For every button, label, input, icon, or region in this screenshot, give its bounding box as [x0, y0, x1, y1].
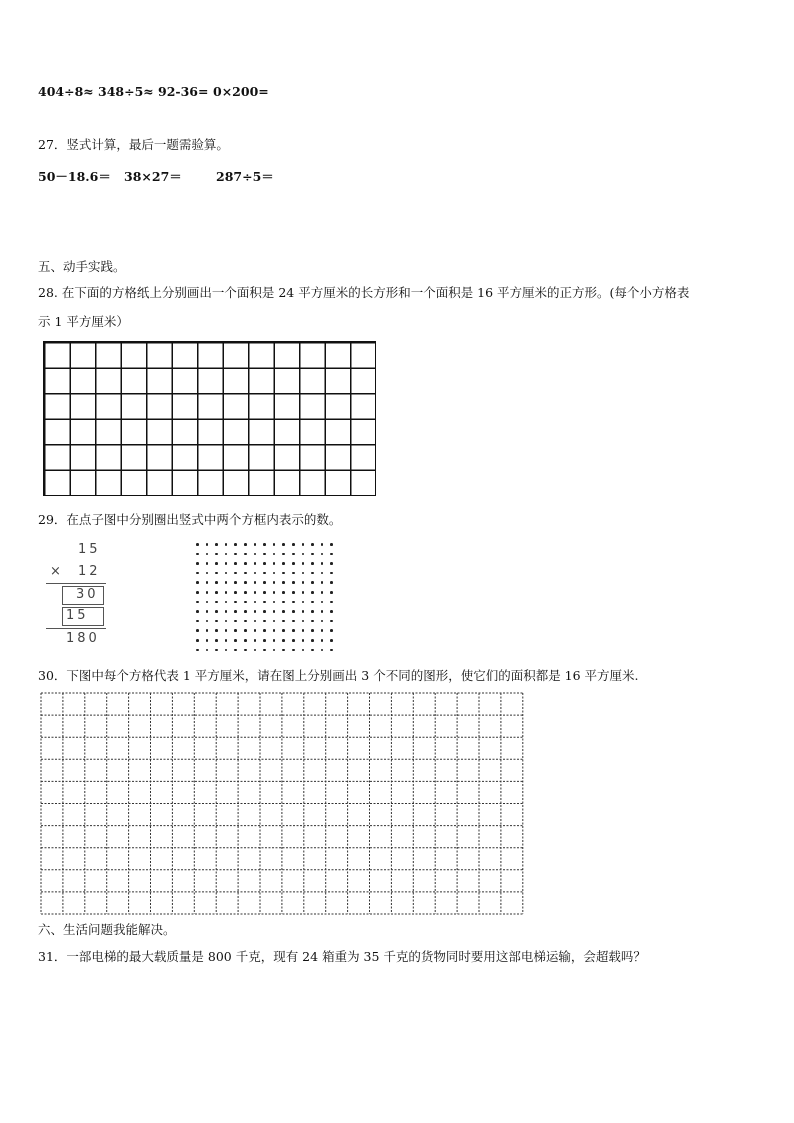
dot[interactable] — [254, 553, 257, 556]
dot[interactable] — [330, 639, 333, 642]
dot[interactable] — [254, 562, 257, 565]
dot[interactable] — [263, 610, 266, 613]
q28-text-line1: 28. 在下面的方格纸上分别画出一个面积是 24 平方厘米的长方形和一个面积是 16 平方厘米的正方形。(每个小方格表 — [38, 285, 690, 300]
dot[interactable] — [234, 591, 237, 594]
dot[interactable] — [206, 572, 209, 575]
dot[interactable] — [273, 639, 276, 642]
dot[interactable] — [225, 620, 228, 623]
dot[interactable] — [263, 581, 266, 584]
dot[interactable] — [215, 629, 218, 632]
dot[interactable] — [234, 639, 237, 642]
dot[interactable] — [263, 639, 266, 642]
dot[interactable] — [302, 601, 305, 604]
dot[interactable] — [273, 543, 276, 546]
dot[interactable] — [206, 553, 209, 556]
dot[interactable] — [254, 601, 257, 604]
dot[interactable] — [254, 591, 257, 594]
dot[interactable] — [321, 649, 324, 652]
q28-text-line2: 示 1 平方厘米） — [38, 314, 129, 329]
dot[interactable] — [244, 581, 247, 584]
dot[interactable] — [292, 562, 295, 565]
dot[interactable] — [244, 629, 247, 632]
dot[interactable] — [330, 581, 333, 584]
dot[interactable] — [225, 562, 228, 565]
dot[interactable] — [234, 610, 237, 613]
dot[interactable] — [234, 572, 237, 575]
dot[interactable] — [215, 581, 218, 584]
dot[interactable] — [302, 649, 305, 652]
dot[interactable] — [244, 639, 247, 642]
dot[interactable] — [263, 601, 266, 604]
q28-square-grid[interactable] — [43, 341, 376, 496]
dot[interactable] — [321, 553, 324, 556]
estimation-item-3: 92-36= — [158, 84, 209, 99]
dot[interactable] — [302, 620, 305, 623]
dot[interactable] — [196, 649, 199, 652]
lower-rule-line — [46, 628, 106, 629]
dot[interactable] — [282, 620, 285, 623]
estimation-item-1: 404÷8≈ — [38, 84, 94, 99]
dot[interactable] — [330, 649, 333, 652]
dot[interactable] — [292, 601, 295, 604]
dot[interactable] — [263, 649, 266, 652]
partial-product-2: 15 — [66, 608, 89, 623]
dot[interactable] — [273, 553, 276, 556]
q30-title: 30．下图中每个方格代表 1 平方厘米，请在图上分别画出 3 个不同的图形，使它们的面积都是 16 平方厘米. — [38, 668, 639, 683]
dot[interactable] — [321, 591, 324, 594]
dot[interactable] — [311, 581, 314, 584]
dot[interactable] — [196, 581, 199, 584]
q30-dashed-grid[interactable] — [40, 692, 524, 915]
dot[interactable] — [321, 610, 324, 613]
dot[interactable] — [311, 649, 314, 652]
dot[interactable] — [244, 562, 247, 565]
section-5-title: 五、动手实践。 — [38, 259, 126, 274]
dot[interactable] — [273, 581, 276, 584]
dot[interactable] — [196, 639, 199, 642]
dot[interactable] — [292, 591, 295, 594]
dot[interactable] — [225, 572, 228, 575]
dot[interactable] — [302, 639, 305, 642]
dot[interactable] — [273, 601, 276, 604]
dot[interactable] — [244, 601, 247, 604]
dot[interactable] — [215, 639, 218, 642]
dot[interactable] — [330, 562, 333, 565]
dot[interactable] — [330, 553, 333, 556]
dot[interactable] — [311, 543, 314, 546]
dot[interactable] — [215, 610, 218, 613]
dot[interactable] — [282, 543, 285, 546]
dot[interactable] — [206, 581, 209, 584]
dot[interactable] — [311, 601, 314, 604]
q27-item-1: 50－18.6＝ — [38, 169, 111, 184]
dot[interactable] — [311, 553, 314, 556]
dot[interactable] — [321, 601, 324, 604]
dot[interactable] — [321, 620, 324, 623]
dot[interactable] — [282, 639, 285, 642]
dot[interactable] — [225, 601, 228, 604]
dot[interactable] — [302, 562, 305, 565]
dot[interactable] — [311, 629, 314, 632]
q29-title: 29．在点子图中分别圈出竖式中两个方框内表示的数。 — [38, 512, 342, 527]
dot[interactable] — [234, 543, 237, 546]
dot[interactable] — [196, 629, 199, 632]
dot[interactable] — [282, 553, 285, 556]
dot[interactable] — [206, 629, 209, 632]
dot[interactable] — [302, 543, 305, 546]
dot[interactable] — [330, 543, 333, 546]
dot[interactable] — [311, 639, 314, 642]
dot[interactable] — [282, 572, 285, 575]
dot[interactable] — [254, 649, 257, 652]
product-result: 180 — [66, 631, 100, 646]
dot[interactable] — [225, 639, 228, 642]
dot[interactable] — [263, 543, 266, 546]
dot[interactable] — [282, 649, 285, 652]
dot[interactable] — [254, 581, 257, 584]
dot[interactable] — [244, 620, 247, 623]
dot[interactable] — [292, 620, 295, 623]
dot[interactable] — [302, 610, 305, 613]
dot[interactable] — [196, 620, 199, 623]
dot[interactable] — [254, 629, 257, 632]
dot[interactable] — [302, 553, 305, 556]
times-sign: × — [50, 564, 64, 579]
dot[interactable] — [263, 572, 266, 575]
dot[interactable] — [292, 553, 295, 556]
dot[interactable] — [311, 562, 314, 565]
dot[interactable] — [263, 629, 266, 632]
dot[interactable] — [196, 572, 199, 575]
dot[interactable] — [263, 562, 266, 565]
dot[interactable] — [292, 649, 295, 652]
dot[interactable] — [263, 620, 266, 623]
dot[interactable] — [215, 562, 218, 565]
upper-rule-line — [46, 583, 106, 584]
dot[interactable] — [234, 629, 237, 632]
dot[interactable] — [254, 620, 257, 623]
dot[interactable] — [282, 581, 285, 584]
dot[interactable] — [292, 572, 295, 575]
dot[interactable] — [234, 562, 237, 565]
section-6-title: 六、生活问题我能解决。 — [38, 922, 176, 937]
dot[interactable] — [234, 581, 237, 584]
dot[interactable] — [215, 553, 218, 556]
dot[interactable] — [254, 610, 257, 613]
q27-title: 27．竖式计算，最后一题需验算。 — [38, 137, 229, 152]
dot[interactable] — [196, 610, 199, 613]
multiplicand: 15 — [78, 542, 101, 557]
dot[interactable] — [215, 572, 218, 575]
dot[interactable] — [321, 581, 324, 584]
dot[interactable] — [292, 543, 295, 546]
dot[interactable] — [302, 572, 305, 575]
dot[interactable] — [311, 591, 314, 594]
dot[interactable] — [302, 591, 305, 594]
dot[interactable] — [196, 543, 199, 546]
dot[interactable] — [254, 639, 257, 642]
dot[interactable] — [196, 601, 199, 604]
dot[interactable] — [321, 562, 324, 565]
dot[interactable] — [215, 543, 218, 546]
dot[interactable] — [330, 620, 333, 623]
dot[interactable] — [273, 629, 276, 632]
dot[interactable] — [292, 581, 295, 584]
dot[interactable] — [215, 591, 218, 594]
dot[interactable] — [321, 629, 324, 632]
dot[interactable] — [244, 553, 247, 556]
dot[interactable] — [330, 572, 333, 575]
dot[interactable] — [244, 610, 247, 613]
dot[interactable] — [254, 543, 257, 546]
dot[interactable] — [225, 581, 228, 584]
dot[interactable] — [215, 620, 218, 623]
dot[interactable] — [206, 562, 209, 565]
dot[interactable] — [225, 553, 228, 556]
dot[interactable] — [244, 572, 247, 575]
dot[interactable] — [225, 629, 228, 632]
dot[interactable] — [244, 591, 247, 594]
dot[interactable] — [206, 620, 209, 623]
dot[interactable] — [234, 601, 237, 604]
dot[interactable] — [282, 591, 285, 594]
dot[interactable] — [244, 649, 247, 652]
dot[interactable] — [292, 639, 295, 642]
dot[interactable] — [225, 649, 228, 652]
dot[interactable] — [292, 610, 295, 613]
dot[interactable] — [225, 543, 228, 546]
dot[interactable] — [330, 601, 333, 604]
dot[interactable] — [273, 620, 276, 623]
dot[interactable] — [206, 649, 209, 652]
dot[interactable] — [234, 620, 237, 623]
estimation-item-4: 0×200= — [213, 84, 269, 99]
dot[interactable] — [302, 629, 305, 632]
dot[interactable] — [244, 543, 247, 546]
partial-product-1: 30 — [76, 587, 99, 602]
dot[interactable] — [282, 629, 285, 632]
dot[interactable] — [282, 601, 285, 604]
dot[interactable] — [282, 562, 285, 565]
dot[interactable] — [273, 572, 276, 575]
dot[interactable] — [206, 601, 209, 604]
dot[interactable] — [273, 610, 276, 613]
dot[interactable] — [234, 553, 237, 556]
q29-dot-grid[interactable] — [196, 543, 334, 653]
dot[interactable] — [273, 649, 276, 652]
q27-item-2: 38×27＝ — [124, 169, 182, 184]
dot[interactable] — [330, 629, 333, 632]
dot[interactable] — [273, 562, 276, 565]
dot[interactable] — [311, 620, 314, 623]
q31-title: 31．一部电梯的最大载质量是 800 千克，现有 24 箱重为 35 千克的货物同时要用这部电梯运输，会超载吗？ — [38, 949, 646, 964]
dot[interactable] — [311, 572, 314, 575]
multiplier: 12 — [78, 564, 101, 579]
dot[interactable] — [330, 591, 333, 594]
q27-item-3: 287÷5＝ — [216, 169, 274, 184]
dot[interactable] — [206, 610, 209, 613]
dot[interactable] — [282, 610, 285, 613]
dot[interactable] — [196, 553, 199, 556]
dot[interactable] — [234, 649, 237, 652]
dot[interactable] — [330, 610, 333, 613]
dot[interactable] — [311, 610, 314, 613]
dot[interactable] — [321, 543, 324, 546]
dot[interactable] — [254, 572, 257, 575]
dot[interactable] — [206, 639, 209, 642]
dot[interactable] — [263, 553, 266, 556]
dot[interactable] — [196, 591, 199, 594]
dot[interactable] — [206, 591, 209, 594]
dot[interactable] — [321, 639, 324, 642]
dot[interactable] — [215, 649, 218, 652]
dot[interactable] — [302, 581, 305, 584]
estimation-item-2: 348÷5≈ — [98, 84, 154, 99]
dot[interactable] — [196, 562, 199, 565]
dot[interactable] — [225, 591, 228, 594]
dot[interactable] — [321, 572, 324, 575]
dot[interactable] — [273, 591, 276, 594]
dot[interactable] — [263, 591, 266, 594]
dot[interactable] — [215, 601, 218, 604]
dot[interactable] — [225, 610, 228, 613]
dot[interactable] — [292, 629, 295, 632]
dot[interactable] — [206, 543, 209, 546]
